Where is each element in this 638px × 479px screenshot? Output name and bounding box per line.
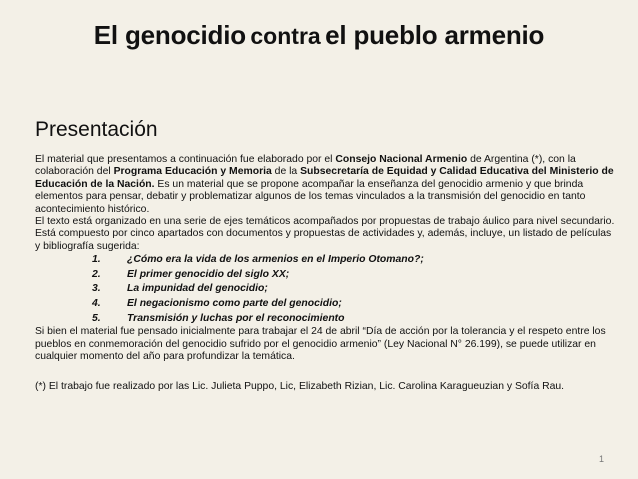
- paragraph-intro-bold-2: Programa Educación y Memoria: [113, 166, 272, 178]
- body-text: [35, 154, 615, 394]
- page-number: 1: [598, 454, 604, 464]
- title-part-2: contra: [250, 23, 321, 49]
- slide-title: [0, 20, 638, 51]
- paragraph-intro-text-3: de la: [271, 166, 301, 178]
- list-item: [35, 282, 615, 297]
- list-item-number: 2.: [92, 268, 101, 280]
- list-item-number: 4.: [92, 298, 101, 310]
- list-item-text: El primer genocidio del siglo XX;: [127, 268, 290, 280]
- list-item-text: ¿Cómo era la vida de los armenios en el Imperio Otomano?;: [127, 254, 424, 266]
- list-item-text: El negacionismo como parte del genocidio;: [127, 298, 342, 310]
- list-item-text: La impunidad del genocidio;: [127, 283, 268, 295]
- paragraph-intro-bold-1: Consejo Nacional Armenio: [335, 154, 468, 165]
- paragraph-organization: El texto está organizado en una serie de ejes temáticos acompañados por propuestas de trabajo áulico para nivel secundario. Está compuesto por cinco apartados con documentos y propuestas de actividades y, además, incluye, un listado de películas y bibliografía sugerida:: [35, 216, 615, 252]
- topics-list: [35, 253, 615, 326]
- title-part-3: el pueblo armenio: [325, 20, 545, 50]
- title-part-1: El genocidio: [93, 20, 246, 50]
- paragraph-intro-bold-3: Subsecretaría de Equidad y Calidad Educativa del Ministerio de Educación de la Nación.: [35, 166, 614, 190]
- list-item: [35, 268, 615, 283]
- section-title: Presentación: [35, 118, 158, 141]
- list-item-number: 5.: [92, 312, 101, 324]
- paragraph-intro-text-4: Es un material que se propone acompañar la enseñanza del genocidio armenio y que brinda elementos para pensar, debatir y problematizar algunos de los temas vinculados a la transmisión del genocidio en tanto acontecimiento histórico.: [35, 178, 586, 215]
- list-item-number: 1.: [92, 254, 101, 266]
- list-item-text: Transmisión y luchas por el reconocimiento: [127, 312, 345, 324]
- paragraph-intro: [35, 154, 615, 216]
- list-item: [35, 312, 615, 327]
- list-item: [35, 253, 615, 268]
- list-item-number: 3.: [92, 283, 101, 295]
- paragraph-intro-text-1: El material que presentamos a continuación fue elaborado por el: [35, 154, 336, 165]
- footnote: (*) El trabajo fue realizado por las Lic. Julieta Puppo, Lic, Elizabeth Rizian, Lic. Carolina Karagueuzian y Sofía Rau.: [35, 381, 565, 393]
- list-item: [35, 297, 615, 312]
- paragraph-intro-text-2: de Argentina (*), con la colaboración del: [35, 154, 576, 178]
- paragraph-usage: Si bien el material fue pensado inicialmente para trabajar el 24 de abril “Día de acción por la tolerancia y el respeto entre los pueblos en conmemoración del genocidio sufrido por el genocidio armenio” (Ley Nacional N° 26.199), se puede utilizar en cualquier momento del año para profundizar la temática.: [35, 326, 606, 363]
